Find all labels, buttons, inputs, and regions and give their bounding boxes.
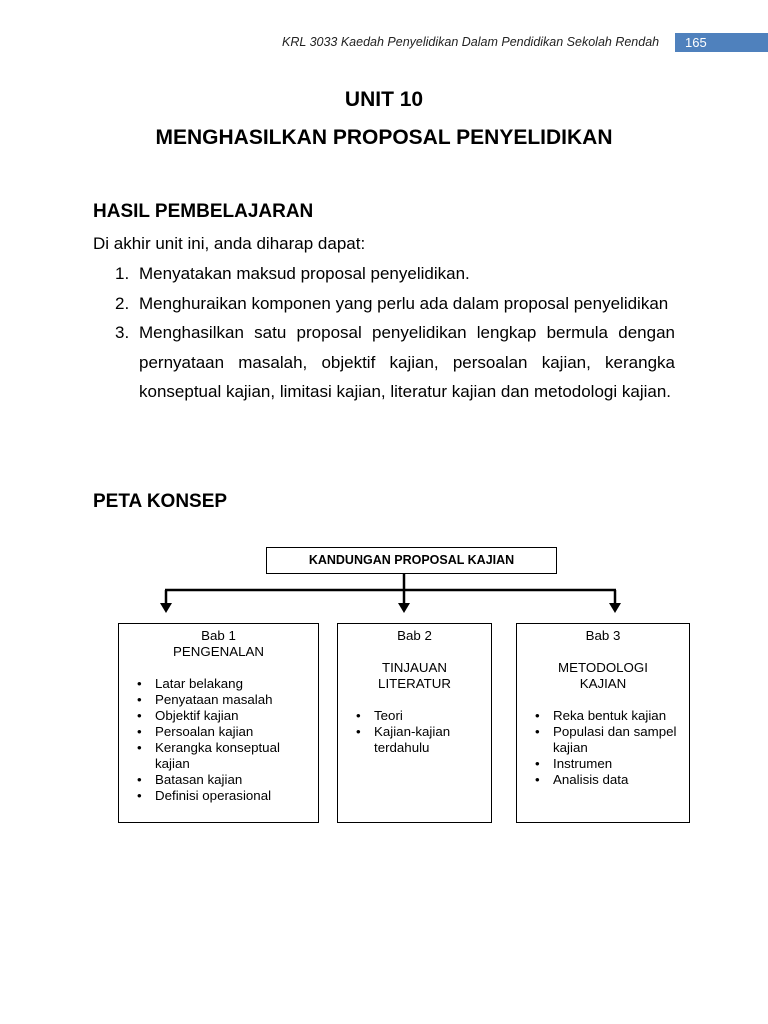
- chapter-items: [119, 676, 318, 804]
- learning-outcomes-intro: Di akhir unit ini, anda diharap dapat:: [93, 234, 366, 253]
- objective-number: 1.: [115, 264, 130, 283]
- learning-outcomes-heading: HASIL PEMBELAJARAN: [93, 201, 314, 222]
- chapter-items: [338, 708, 491, 756]
- chapter-item: • Definisi operasional: [119, 788, 318, 804]
- chapter-title: PENGENALAN: [173, 644, 264, 659]
- arrow-head-icon: [160, 603, 172, 613]
- arrow-head-icon: [609, 603, 621, 613]
- chapter-item: • Penyataan masalah: [119, 692, 318, 708]
- concept-map-root: KANDUNGAN PROPOSAL KAJIAN: [266, 547, 557, 574]
- page-title: MENGHASILKAN PROPOSAL PENYELIDIKAN: [155, 126, 613, 149]
- objective-text: Menghuraikan komponen yang perlu ada dalam proposal penyelidikan: [139, 293, 669, 313]
- chapter-item: • Instrumen: [517, 756, 679, 772]
- objective-text: Menyatakan maksud proposal penyelidikan.: [139, 264, 470, 283]
- running-header: KRL 3033 Kaedah Penyelidikan Dalam Pendidikan Sekolah Rendah: [282, 35, 660, 49]
- chapter-title: TINJAUAN LITERATUR: [378, 660, 451, 691]
- arrow-head-icon: [398, 603, 410, 613]
- objective-number: 2.: [115, 293, 130, 313]
- chapter-item: • Kerangka konseptual kajian: [119, 740, 318, 772]
- concept-map-heading: PETA KONSEP: [93, 491, 228, 512]
- chapter-item: • Reka bentuk kajian: [517, 708, 679, 724]
- chapter-item: • Persoalan kajian: [119, 724, 318, 740]
- chapter-item: • Latar belakang: [119, 676, 318, 692]
- chapter-box-2: [337, 623, 492, 823]
- chapter-label: Bab 1: [201, 628, 236, 643]
- chapter-item: • Teori: [338, 708, 491, 724]
- unit-title: UNIT 10: [344, 88, 424, 111]
- objective-number: 3.: [115, 323, 130, 342]
- page-number: 165: [675, 33, 768, 52]
- chapter-item: • Objektif kajian: [119, 708, 318, 724]
- chapter-item: • Populasi dan sampel kajian: [517, 724, 679, 756]
- chapter-items: [517, 708, 689, 788]
- chapter-label: Bab 2: [397, 628, 432, 643]
- chapter-item: • Kajian-kajian terdahulu: [338, 724, 491, 756]
- chapter-item: • Batasan kajian: [119, 772, 318, 788]
- chapter-item: • Analisis data: [517, 772, 679, 788]
- objective-text: Menghasilkan satu proposal penyelidikan lengkap bermula dengan pernyataan masalah, objektif kajian, persoalan kajian, kerangka konseptual kajian, limitasi kajian, literatur kajian dan metodologi kajian.: [139, 323, 675, 401]
- chapter-box-3: [516, 623, 690, 823]
- chapter-label: Bab 3: [585, 628, 621, 643]
- chapter-box-1: [118, 623, 319, 823]
- chapter-title: METODOLOGI KAJIAN: [558, 660, 648, 691]
